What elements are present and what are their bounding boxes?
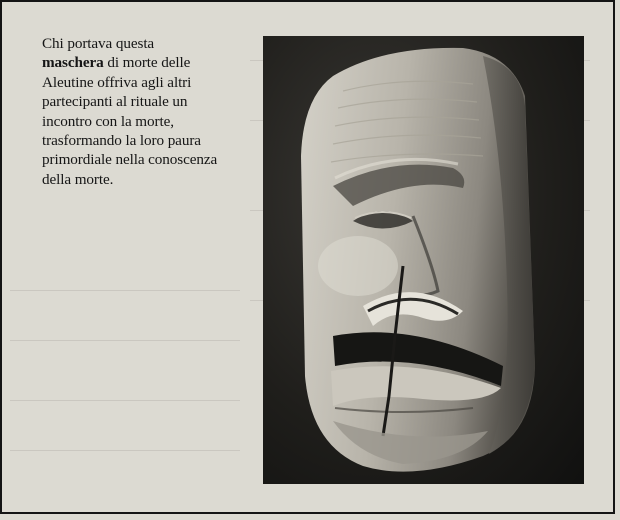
- caption-text-rest: di morte delle Aleutine offriva agli altri partecipanti al rituale un incontro con la morte, trasformando la loro paura primordiale nella conoscenza della morte.: [42, 54, 218, 188]
- photo-caption: [42, 34, 227, 189]
- death-mask-illustration: [263, 36, 584, 484]
- caption-bold-word: maschera: [42, 54, 104, 72]
- mask-photo: [263, 36, 584, 484]
- caption-text-start: Chi portava questa: [42, 35, 155, 52]
